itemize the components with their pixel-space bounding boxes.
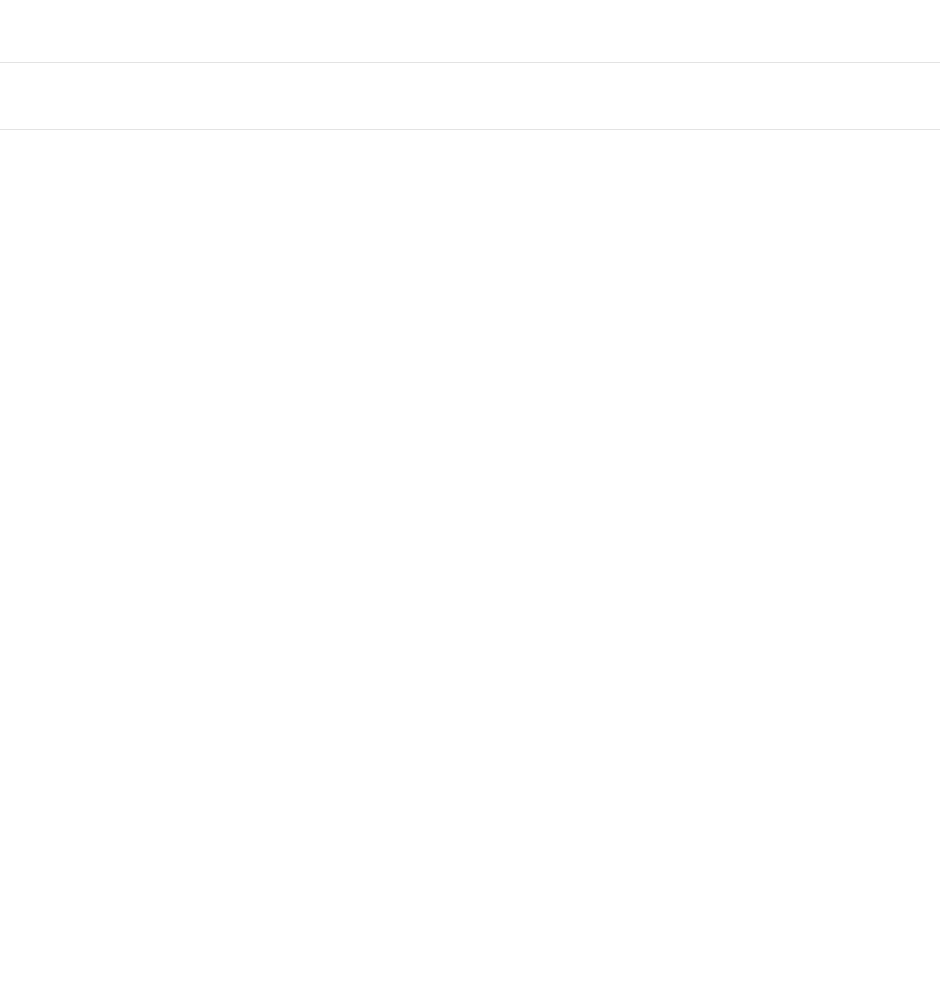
temperature-note [0, 0, 940, 63]
header-throttle [185, 63, 269, 130]
header-efficiency [689, 63, 773, 130]
header-rpm [521, 63, 605, 130]
motor-test-data [0, 0, 940, 130]
header-voltage [353, 63, 437, 130]
table-header-row [0, 63, 940, 130]
header-power [605, 63, 689, 130]
header-current [437, 63, 521, 130]
header-thrust [269, 63, 353, 130]
header-operating-temperature [773, 63, 940, 130]
header-type [0, 63, 93, 130]
header-propeller [93, 63, 185, 130]
test-table-bottom [0, 63, 940, 130]
